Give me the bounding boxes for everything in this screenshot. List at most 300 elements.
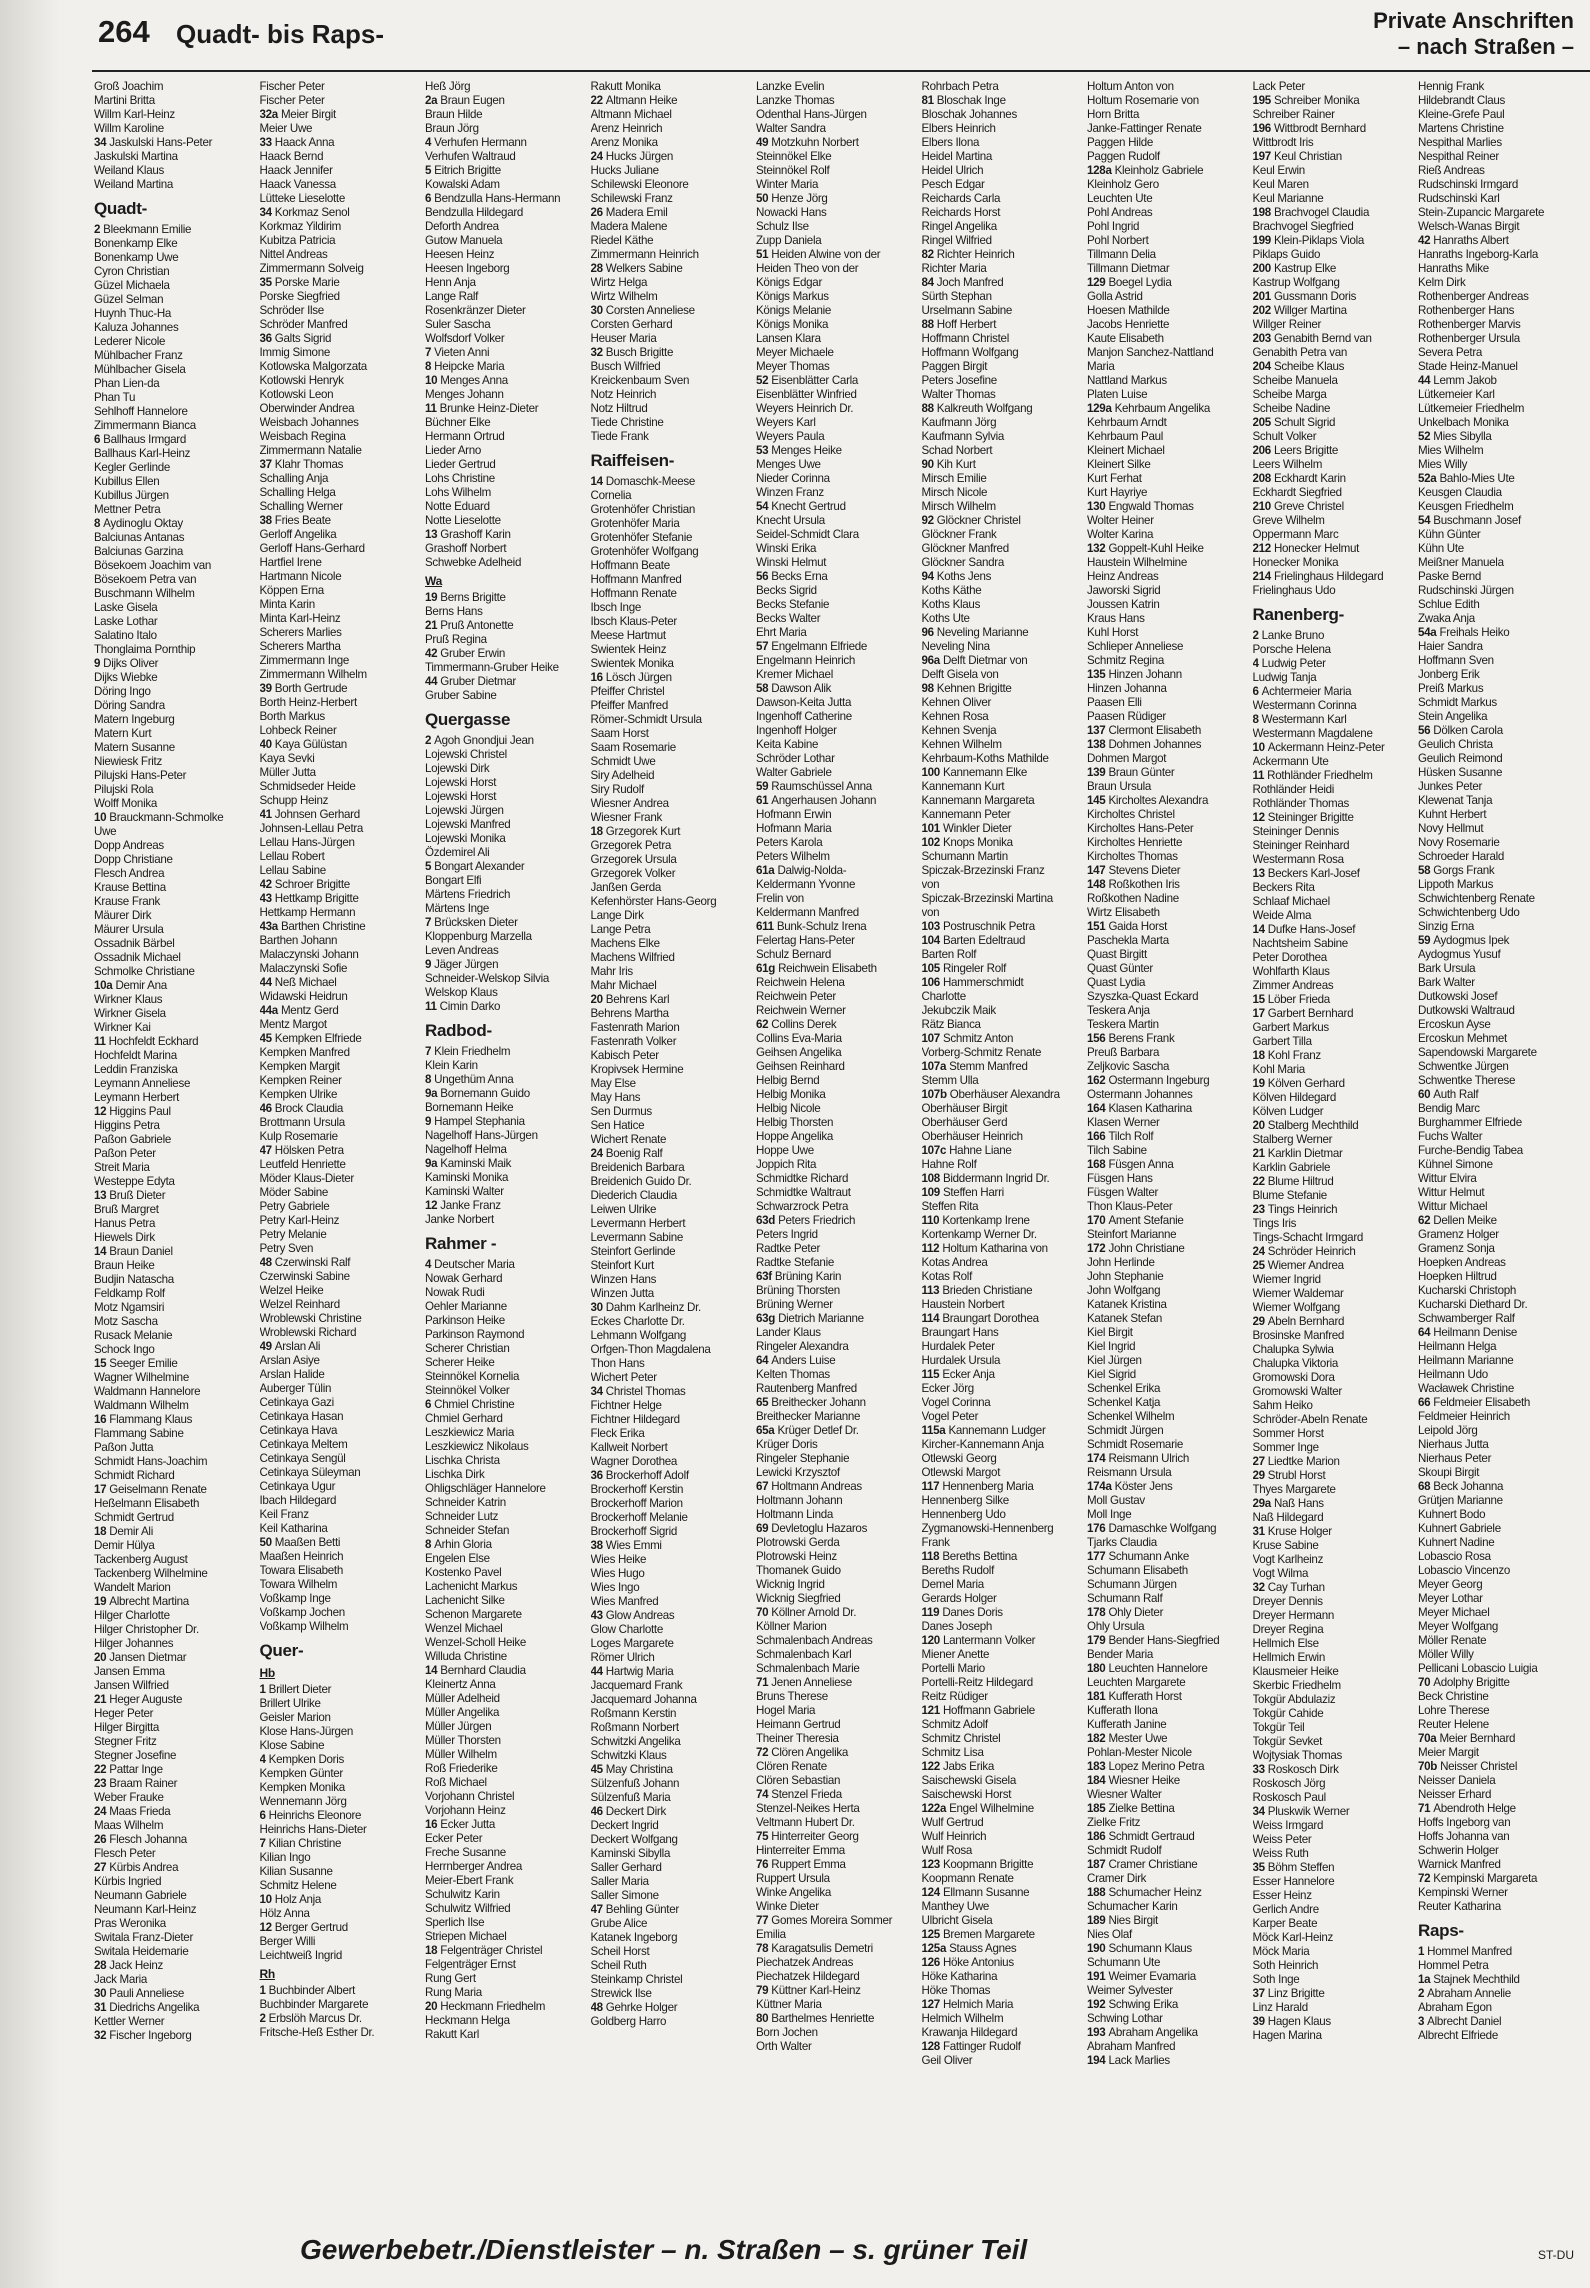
resident-name: Meißner Manuela <box>1418 556 1504 569</box>
resident-name: Waldmann Hannelore <box>94 1385 201 1398</box>
resident-name: Leven Andreas <box>425 944 499 957</box>
resident-name: Hennenberg Udo <box>921 1508 1006 1521</box>
resident-name: Gaida Horst <box>1108 920 1168 933</box>
directory-entry <box>1418 1592 1584 1606</box>
house-number: 193 <box>1087 2026 1106 2039</box>
resident-name: Schulwitz Karin <box>425 1888 500 1901</box>
directory-entry <box>425 1734 591 1748</box>
directory-entry <box>260 346 426 360</box>
resident-name: Phan Lien-da <box>94 377 160 390</box>
directory-entry <box>1253 1399 1419 1413</box>
directory-entry <box>1253 797 1419 811</box>
resident-name: John Wolfgang <box>1087 1284 1161 1297</box>
directory-entry <box>591 1259 757 1273</box>
street-heading: Radbod- <box>425 1021 492 1040</box>
resident-name: Borth Markus <box>259 710 325 723</box>
directory-entry <box>1087 1886 1253 1900</box>
resident-name: Hammerschmidt <box>942 976 1024 989</box>
resident-name: Stevens Dieter <box>1108 864 1181 877</box>
directory-entry <box>1087 654 1253 668</box>
directory-entry <box>922 444 1088 458</box>
resident-name: Höke Katharina <box>921 1970 998 1983</box>
resident-name: Füsgen Hans <box>1087 1172 1153 1185</box>
directory-entry <box>425 930 591 944</box>
resident-name: Grotenhöfer Stefanie <box>590 531 693 544</box>
resident-name: Eckhardt Karin <box>1273 472 1346 485</box>
house-number: 72 <box>756 1746 769 1759</box>
directory-entry <box>591 685 757 699</box>
directory-entry <box>1253 150 1419 164</box>
directory-entry <box>425 2000 591 2014</box>
resident-name: Achtermeier Maria <box>1261 685 1352 698</box>
resident-name: Grzegorek Volker <box>590 867 676 880</box>
house-number: 164 <box>1087 1102 1106 1115</box>
resident-name: Brockerhoff Melanie <box>590 1511 688 1524</box>
house-number: 11 <box>425 1000 437 1013</box>
resident-name: Pellicani Lobascio Luigia <box>1418 1662 1538 1675</box>
resident-name: Thon Klaus-Peter <box>1087 1200 1173 1213</box>
directory-entry <box>425 804 591 818</box>
resident-name: Keul Marianne <box>1252 192 1324 205</box>
directory-entry <box>1253 1441 1419 1455</box>
directory-entry <box>591 1147 757 1161</box>
house-number: 14 <box>94 1245 107 1258</box>
house-number: 9 <box>94 657 101 670</box>
resident-name: Roskosch Dirk <box>1267 1763 1339 1776</box>
resident-name: Levermann Sabine <box>590 1231 684 1244</box>
resident-name: Ibsch Inge <box>590 601 641 614</box>
resident-name: Sürth Stephan <box>921 290 992 303</box>
directory-entry <box>425 762 591 776</box>
directory-entry <box>1253 1637 1419 1651</box>
directory-entry <box>94 1315 260 1329</box>
house-number: 20 <box>1252 1119 1265 1132</box>
resident-name: Kelten Thomas <box>756 1368 830 1381</box>
resident-name: Reichwein Elisabeth <box>778 962 877 975</box>
resident-name: Rothenberger Ursula <box>1418 332 1520 345</box>
house-number: 9 <box>425 958 432 971</box>
resident-name: Willm Karoline <box>94 122 164 135</box>
resident-name: Walter Gabriele <box>756 766 832 779</box>
resident-name: Tings Iris <box>1252 1217 1297 1230</box>
directory-entry <box>1087 1676 1253 1690</box>
directory-entry <box>1253 1847 1419 1861</box>
directory-entry <box>756 1872 922 1886</box>
directory-entry <box>94 2001 260 2015</box>
resident-name: Özdemirel Ali <box>425 846 490 859</box>
directory-entry <box>425 1157 591 1171</box>
directory-entry <box>1087 1032 1253 1046</box>
directory-entry <box>260 388 426 402</box>
directory-entry <box>94 136 260 150</box>
resident-name: Karklin Gabriele <box>1252 1161 1331 1174</box>
house-number: 72 <box>1418 1872 1431 1885</box>
resident-name: Hartmann Nicole <box>259 570 342 583</box>
resident-name: Frelin von <box>756 892 804 905</box>
directory-entry <box>756 108 922 122</box>
directory-entry <box>1253 1301 1419 1315</box>
directory-entry <box>922 1410 1088 1424</box>
resident-name: Köppen Erna <box>259 584 324 597</box>
resident-name: Abeln Bernhard <box>1267 1315 1345 1328</box>
house-number: 18 <box>1252 1049 1265 1062</box>
directory-entry <box>591 1693 757 1707</box>
resident-name: Kaminski Maik <box>440 1157 512 1170</box>
resident-name: Winzen Hans <box>590 1273 657 1286</box>
resident-name: Manjon Sanchez-Nattland <box>1087 346 1214 359</box>
directory-entry <box>425 944 591 958</box>
directory-entry <box>94 657 260 671</box>
directory-entry <box>425 1972 591 1986</box>
directory-entry <box>1087 346 1253 360</box>
resident-name: Corsten Gerhard <box>590 318 673 331</box>
directory-entry <box>1253 500 1419 514</box>
resident-name: Manthey Uwe <box>921 1900 990 1913</box>
directory-entry <box>1418 1256 1584 1270</box>
house-number: 26 <box>590 206 603 219</box>
resident-name: Küttner Maria <box>756 1998 822 2011</box>
directory-entry <box>756 1018 922 1032</box>
house-number: 32 <box>94 2029 107 2042</box>
directory-entry <box>756 122 922 136</box>
resident-name: Möller Willy <box>1418 1648 1474 1661</box>
directory-entry <box>1253 304 1419 318</box>
house-number: 42 <box>259 878 272 891</box>
directory-entry <box>1418 528 1584 542</box>
resident-name: Zimmermann Solveig <box>259 262 364 275</box>
resident-name: Kotlowski Leon <box>259 388 334 401</box>
resident-name: Grotenhöfer Wolfgang <box>590 545 699 558</box>
directory-entry <box>1253 1315 1419 1329</box>
resident-name: Meier Bernhard <box>1439 1732 1516 1745</box>
resident-name: Moll Gustav <box>1087 1494 1145 1507</box>
resident-name: Reichwein Werner <box>756 1004 846 1017</box>
directory-entry <box>1087 1536 1253 1550</box>
directory-entry <box>1087 1438 1253 1452</box>
directory-entry <box>922 2040 1088 2054</box>
resident-name: Keil Franz <box>259 1508 309 1521</box>
resident-name: Berger Willi <box>259 1935 316 1948</box>
house-number: 12 <box>259 1921 272 1934</box>
directory-entry <box>1087 1774 1253 1788</box>
resident-name: Keldermann Yvonne <box>756 878 856 891</box>
resident-name: Müller Jürgen <box>425 1720 492 1733</box>
directory-entry <box>591 248 757 262</box>
directory-entry <box>1418 1396 1584 1410</box>
directory-entry <box>922 1592 1088 1606</box>
directory-entry <box>260 1116 426 1130</box>
house-number: 115a <box>921 1424 946 1437</box>
resident-name: Saller Simone <box>590 1889 659 1902</box>
house-number: 30 <box>590 304 603 317</box>
house-number: 71 <box>1418 1802 1431 1815</box>
directory-entry <box>260 934 426 948</box>
directory-entry <box>756 1942 922 1956</box>
resident-name: Dalwig-Nolda- <box>777 864 847 877</box>
resident-name: Bonenkamp Uwe <box>94 251 179 264</box>
resident-name: Maaßen Betti <box>274 1536 341 1549</box>
directory-entry <box>260 542 426 556</box>
resident-name: Chmiel Gerhard <box>425 1412 503 1425</box>
resident-name: Lobascio Vincenzo <box>1418 1564 1511 1577</box>
directory-entry <box>425 1566 591 1580</box>
directory-entry <box>591 1329 757 1343</box>
directory-entry <box>1418 1662 1584 1676</box>
directory-entry <box>425 818 591 832</box>
resident-name: Lösch Jürgen <box>605 671 672 684</box>
resident-name: Hilger Johannes <box>94 1637 174 1650</box>
directory-entry <box>425 1650 591 1664</box>
resident-name: Schilewski Eleonore <box>590 178 689 191</box>
resident-name: Kannemann Margareta <box>921 794 1035 807</box>
resident-name: Kaya Gülüstan <box>274 738 347 751</box>
directory-entry <box>1418 360 1584 374</box>
resident-name: Berns Hans <box>425 605 483 618</box>
district-subheading: Wa <box>425 574 442 588</box>
house-number: 130 <box>1087 500 1106 513</box>
directory-entry <box>756 1368 922 1382</box>
directory-entry <box>756 1592 922 1606</box>
resident-name: Lobascio Rosa <box>1418 1550 1491 1563</box>
house-number: 14 <box>425 1664 438 1677</box>
resident-name: Fuchs Walter <box>1418 1130 1483 1143</box>
resident-name: Kuhnert Nadine <box>1418 1536 1495 1549</box>
resident-name: Motz Sascha <box>94 1315 158 1328</box>
directory-entry <box>1087 556 1253 570</box>
directory-entry <box>1087 472 1253 486</box>
resident-name: Braungart Hans <box>921 1326 999 1339</box>
resident-name: Welzel Heike <box>259 1284 324 1297</box>
directory-entry <box>1253 923 1419 937</box>
directory-entry <box>922 1914 1088 1928</box>
directory-entry <box>1253 979 1419 993</box>
house-number: 124 <box>921 1886 940 1899</box>
resident-name: Barthen Johann <box>259 934 338 947</box>
resident-name: Ostermann Ingeburg <box>1108 1074 1210 1087</box>
resident-name: Hahne Liane <box>949 1144 1012 1157</box>
directory-entry <box>94 1805 260 1819</box>
footer-region-code: ST-DU <box>1538 2248 1574 2262</box>
resident-name: Königs Edgar <box>756 276 823 289</box>
resident-name: Aydogmus Yusuf <box>1418 948 1501 961</box>
resident-name: Reichwein Helena <box>756 976 845 989</box>
resident-name: Sommer Inge <box>1252 1441 1319 1454</box>
resident-name: May Christina <box>605 1763 673 1776</box>
directory-entry <box>756 346 922 360</box>
directory-entry <box>1087 836 1253 850</box>
resident-name: Jack Heinz <box>109 1959 163 1972</box>
resident-name: Schmidt Jürgen <box>1087 1424 1164 1437</box>
resident-name: Heilmann Helga <box>1418 1340 1497 1353</box>
directory-entry <box>1253 1749 1419 1763</box>
resident-name: Hofmann Maria <box>756 822 832 835</box>
resident-name: Schröder Manfred <box>259 318 348 331</box>
resident-name: Meyer Georg <box>1418 1578 1483 1591</box>
directory-entry <box>1253 2015 1419 2029</box>
directory-entry <box>1418 388 1584 402</box>
resident-name: Reuter Helene <box>1418 1718 1489 1731</box>
resident-name: Roß Friederike <box>425 1762 498 1775</box>
resident-name: Brücksken Dieter <box>434 916 518 929</box>
directory-entry <box>1418 1844 1584 1858</box>
directory-entry <box>1087 710 1253 724</box>
directory-entry <box>260 80 426 94</box>
directory-entry <box>756 654 922 668</box>
house-number: 52a <box>1418 472 1437 485</box>
resident-name: Geiselmann Renate <box>109 1483 207 1496</box>
resident-name: Wichert Peter <box>590 1371 657 1384</box>
directory-entry <box>1087 332 1253 346</box>
directory-entry <box>94 1427 260 1441</box>
directory-entry <box>1253 1469 1419 1483</box>
directory-entry <box>1087 1928 1253 1942</box>
directory-entry <box>922 808 1088 822</box>
house-number: 61 <box>756 794 769 807</box>
directory-entry <box>591 965 757 979</box>
directory-entry <box>1087 1480 1253 1494</box>
resident-name: Wirtz Elisabeth <box>1087 906 1160 919</box>
resident-name: Schröder Heinrich <box>1267 1245 1356 1258</box>
directory-entry <box>1418 1410 1584 1424</box>
house-number: 19 <box>94 1595 107 1608</box>
resident-name: Stade Heinz-Manuel <box>1418 360 1518 373</box>
directory-entry <box>425 1496 591 1510</box>
house-number: 11 <box>94 1035 106 1048</box>
directory-entry <box>94 531 260 545</box>
resident-name: Heipcke Maria <box>434 360 505 373</box>
street-heading: Quergasse <box>425 710 511 729</box>
resident-name: Ringeler Stephanie <box>756 1452 850 1465</box>
directory-entry <box>1418 892 1584 906</box>
directory-entry <box>591 136 757 150</box>
resident-name: Laske Gisela <box>94 601 158 614</box>
resident-name: Schmidt Markus <box>1418 696 1497 709</box>
resident-name: Cornelia <box>590 489 632 502</box>
resident-name: Nagelhoff Helma <box>425 1143 507 1156</box>
resident-name: Abraham Manfred <box>1087 2040 1176 2053</box>
directory-entry <box>756 1200 922 1214</box>
directory-entry <box>756 1704 922 1718</box>
resident-name: Dijks Wiebke <box>94 671 158 684</box>
directory-entry <box>260 514 426 528</box>
house-number: 4 <box>425 136 432 149</box>
resident-name: Skerbic Friedhelm <box>1252 1679 1341 1692</box>
resident-name: Schneider-Welskop Silvia <box>425 972 550 985</box>
resident-name: Nierhaus Peter <box>1418 1452 1492 1465</box>
house-number: 98 <box>921 682 934 695</box>
resident-name: Roßkothen Nadine <box>1087 892 1179 905</box>
directory-entry <box>756 1284 922 1298</box>
directory-entry <box>425 1185 591 1199</box>
resident-name: Geil Oliver <box>921 2054 973 2067</box>
house-number: 192 <box>1087 1998 1106 2011</box>
directory-entry <box>94 1231 260 1245</box>
directory-entry <box>922 1900 1088 1914</box>
resident-name: Orfgen-Thon Magdalena <box>590 1343 711 1356</box>
house-number: 12 <box>425 1199 438 1212</box>
directory-entry <box>425 304 591 318</box>
house-number: 210 <box>1252 500 1271 513</box>
resident-name: Schreiber Rainer <box>1252 108 1335 121</box>
directory-entry <box>591 1301 757 1315</box>
directory-entry <box>425 1902 591 1916</box>
house-number: 189 <box>1087 1914 1106 1927</box>
resident-name: Greve Christel <box>1273 500 1344 513</box>
directory-entry <box>1253 1539 1419 1553</box>
directory-entry <box>591 164 757 178</box>
directory-entry <box>425 1314 591 1328</box>
directory-entry <box>94 1259 260 1273</box>
resident-name: Stein Angelika <box>1418 710 1488 723</box>
directory-entry <box>94 685 260 699</box>
directory-entry <box>260 1200 426 1214</box>
house-number: 70 <box>1418 1676 1431 1689</box>
resident-name: Güzel Selman <box>94 293 164 306</box>
resident-name: Rung Gert <box>425 1972 476 1985</box>
directory-entry <box>260 122 426 136</box>
resident-name: Kempken Reiner <box>259 1074 342 1087</box>
resident-name: Berger Gertrud <box>274 1921 348 1934</box>
directory-entry <box>425 647 591 661</box>
directory-entry <box>1253 360 1419 374</box>
directory-entry <box>94 1287 260 1301</box>
house-number: 10a <box>94 979 113 992</box>
resident-name: Lange Petra <box>590 923 651 936</box>
resident-name: Pesch Edgar <box>921 178 985 191</box>
directory-entry <box>591 811 757 825</box>
resident-name: Tilch Sabine <box>1087 1144 1147 1157</box>
house-number: 44 <box>590 1665 603 1678</box>
directory-entry <box>94 1119 260 1133</box>
directory-entry <box>1253 1707 1419 1721</box>
resident-name: Minta Karl-Heinz <box>259 612 341 625</box>
directory-entry <box>94 1511 260 1525</box>
resident-name: Ungethüm Anna <box>434 1073 514 1086</box>
directory-entry <box>94 1189 260 1203</box>
directory-entry <box>591 220 757 234</box>
resident-name: Weiss Irmgard <box>1252 1819 1324 1832</box>
directory-entry <box>94 475 260 489</box>
resident-name: Heilmann Udo <box>1418 1368 1488 1381</box>
resident-name: Pilujski Hans-Peter <box>94 769 187 782</box>
directory-entry <box>1418 1480 1584 1494</box>
directory-entry <box>1418 1900 1584 1914</box>
resident-name: Glöckner Christel <box>936 514 1021 527</box>
resident-name: Menges Heike <box>771 444 842 457</box>
directory-entry <box>591 1707 757 1721</box>
resident-name: Haack Anna <box>274 136 335 149</box>
resident-name: Müller Jutta <box>259 766 316 779</box>
resident-name: Cetinkaya Meltem <box>259 1438 348 1451</box>
resident-name: Saam Horst <box>590 727 649 740</box>
directory-entry <box>1418 458 1584 472</box>
directory-entry <box>756 1928 922 1942</box>
directory-entry <box>260 1284 426 1298</box>
resident-name: Königs Monika <box>756 318 829 331</box>
resident-name: Mettner Petra <box>94 503 161 516</box>
directory-entry <box>425 1818 591 1832</box>
resident-name: Dellen Meike <box>1433 1214 1497 1227</box>
directory-entry <box>1087 262 1253 276</box>
directory-entry <box>756 360 922 374</box>
directory-entry <box>94 1721 260 1735</box>
resident-name: Jaskulski Martina <box>94 150 178 163</box>
directory-entry <box>1087 794 1253 808</box>
resident-name: Kempken Monika <box>259 1781 345 1794</box>
directory-entry <box>1418 290 1584 304</box>
resident-name: Bahlo-Mies Ute <box>1439 472 1515 485</box>
resident-name: Rosenkränzer Dieter <box>425 304 526 317</box>
